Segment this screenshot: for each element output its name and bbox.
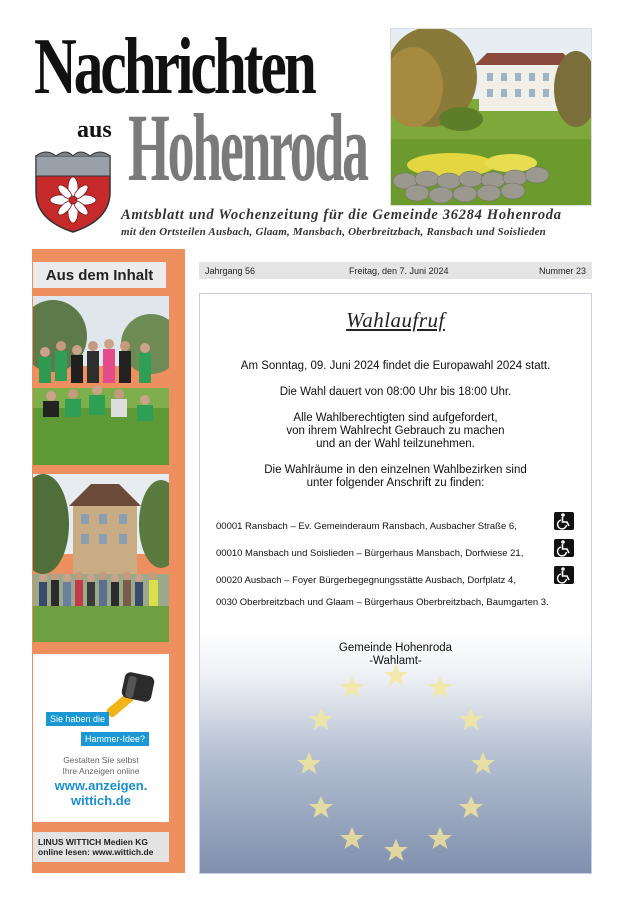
- ad-tag-1: Sie haben die: [46, 712, 109, 726]
- polling-station-3: 00020 Ausbach – Foyer Bürgerbegegnungsstätte Ausbach, Dorfplatz 4,: [216, 575, 516, 586]
- notice-line-4b: unter folgender Anschrift zu finden:: [306, 477, 485, 489]
- signature-line-1: Gemeinde Hohenroda: [338, 642, 453, 654]
- wheelchair-icon: [554, 512, 574, 530]
- ad-url-line-2[interactable]: wittich.de: [71, 793, 131, 808]
- issue-info-bar: [199, 262, 592, 279]
- notice-line-3c: und an der Wahl teilzunehmen.: [316, 438, 475, 450]
- notice-line-3a: Alle Wahlberechtigten sind aufgefordert,: [293, 412, 498, 424]
- coat-of-arms-icon: [32, 146, 114, 234]
- signature-line-2: -Wahlamt-: [369, 655, 422, 667]
- issue-volume: Jahrgang 56: [205, 266, 256, 276]
- masthead-title-hohenroda: Hohenroda: [128, 94, 367, 201]
- group-photo-sports: [33, 296, 169, 465]
- masthead-title-nachrichten: Nachrichten: [34, 23, 314, 111]
- notice-line-2: Die Wahl dauert von 08:00 Uhr bis 18:00 Uhr.: [279, 386, 512, 398]
- notice-line-4a: Die Wahlräume in den einzelnen Wahlbezirken sind: [264, 464, 527, 476]
- castle-photo: [390, 28, 592, 206]
- polling-station-2: 00010 Mansbach und Soislieden – Bürgerhaus Mansbach, Dorfwiese 21,: [216, 548, 524, 559]
- ad-text-1: Gestalten Sie selbst: [63, 755, 139, 765]
- masthead-title-aus: aus: [77, 117, 112, 143]
- notice-title: Wahlaufruf: [346, 308, 445, 332]
- publisher-online: online lesen: www.wittich.de: [38, 847, 154, 857]
- masthead-subtitle-2: mit den Ortsteilen Ausbach, Glaam, Mansbach, Oberbreitzbach, Ransbach und Soislieden: [121, 226, 546, 238]
- notice-line-3b: von ihrem Wahlrecht Gebrauch zu machen: [286, 425, 505, 437]
- ad-tag-2: Hammer-Idee?: [81, 732, 149, 746]
- sidebar-heading: Aus dem Inhalt: [33, 262, 166, 288]
- polling-station-4: 0030 Oberbreitzbach und Glaam – Bürgerhaus Oberbreitzbach, Baumgarten 3.: [216, 597, 549, 608]
- group-photo-building: [33, 474, 169, 642]
- publisher-name: LINUS WITTICH Medien KG: [38, 837, 149, 847]
- advertisement-box[interactable]: [33, 654, 169, 822]
- publisher-footer: [33, 832, 169, 862]
- ad-text-2: Ihre Anzeigen online: [62, 766, 140, 776]
- notice-line-1: Am Sonntag, 09. Juni 2024 findet die Europawahl 2024 statt.: [240, 360, 551, 372]
- wheelchair-icon: [554, 539, 574, 557]
- issue-date: Freitag, den 7. Juni 2024: [349, 266, 449, 276]
- wheelchair-icon: [554, 566, 574, 584]
- issue-number: Nummer 23: [538, 266, 586, 276]
- polling-station-1: 00001 Ransbach – Ev. Gemeinderaum Ransbach, Ausbacher Straße 6,: [216, 521, 517, 532]
- ad-url-line-1[interactable]: www.anzeigen.: [54, 778, 148, 793]
- election-notice: [199, 293, 592, 874]
- masthead-subtitle-1: Amtsblatt und Wochenzeitung für die Gemeinde 36284 Hohenroda: [121, 207, 562, 223]
